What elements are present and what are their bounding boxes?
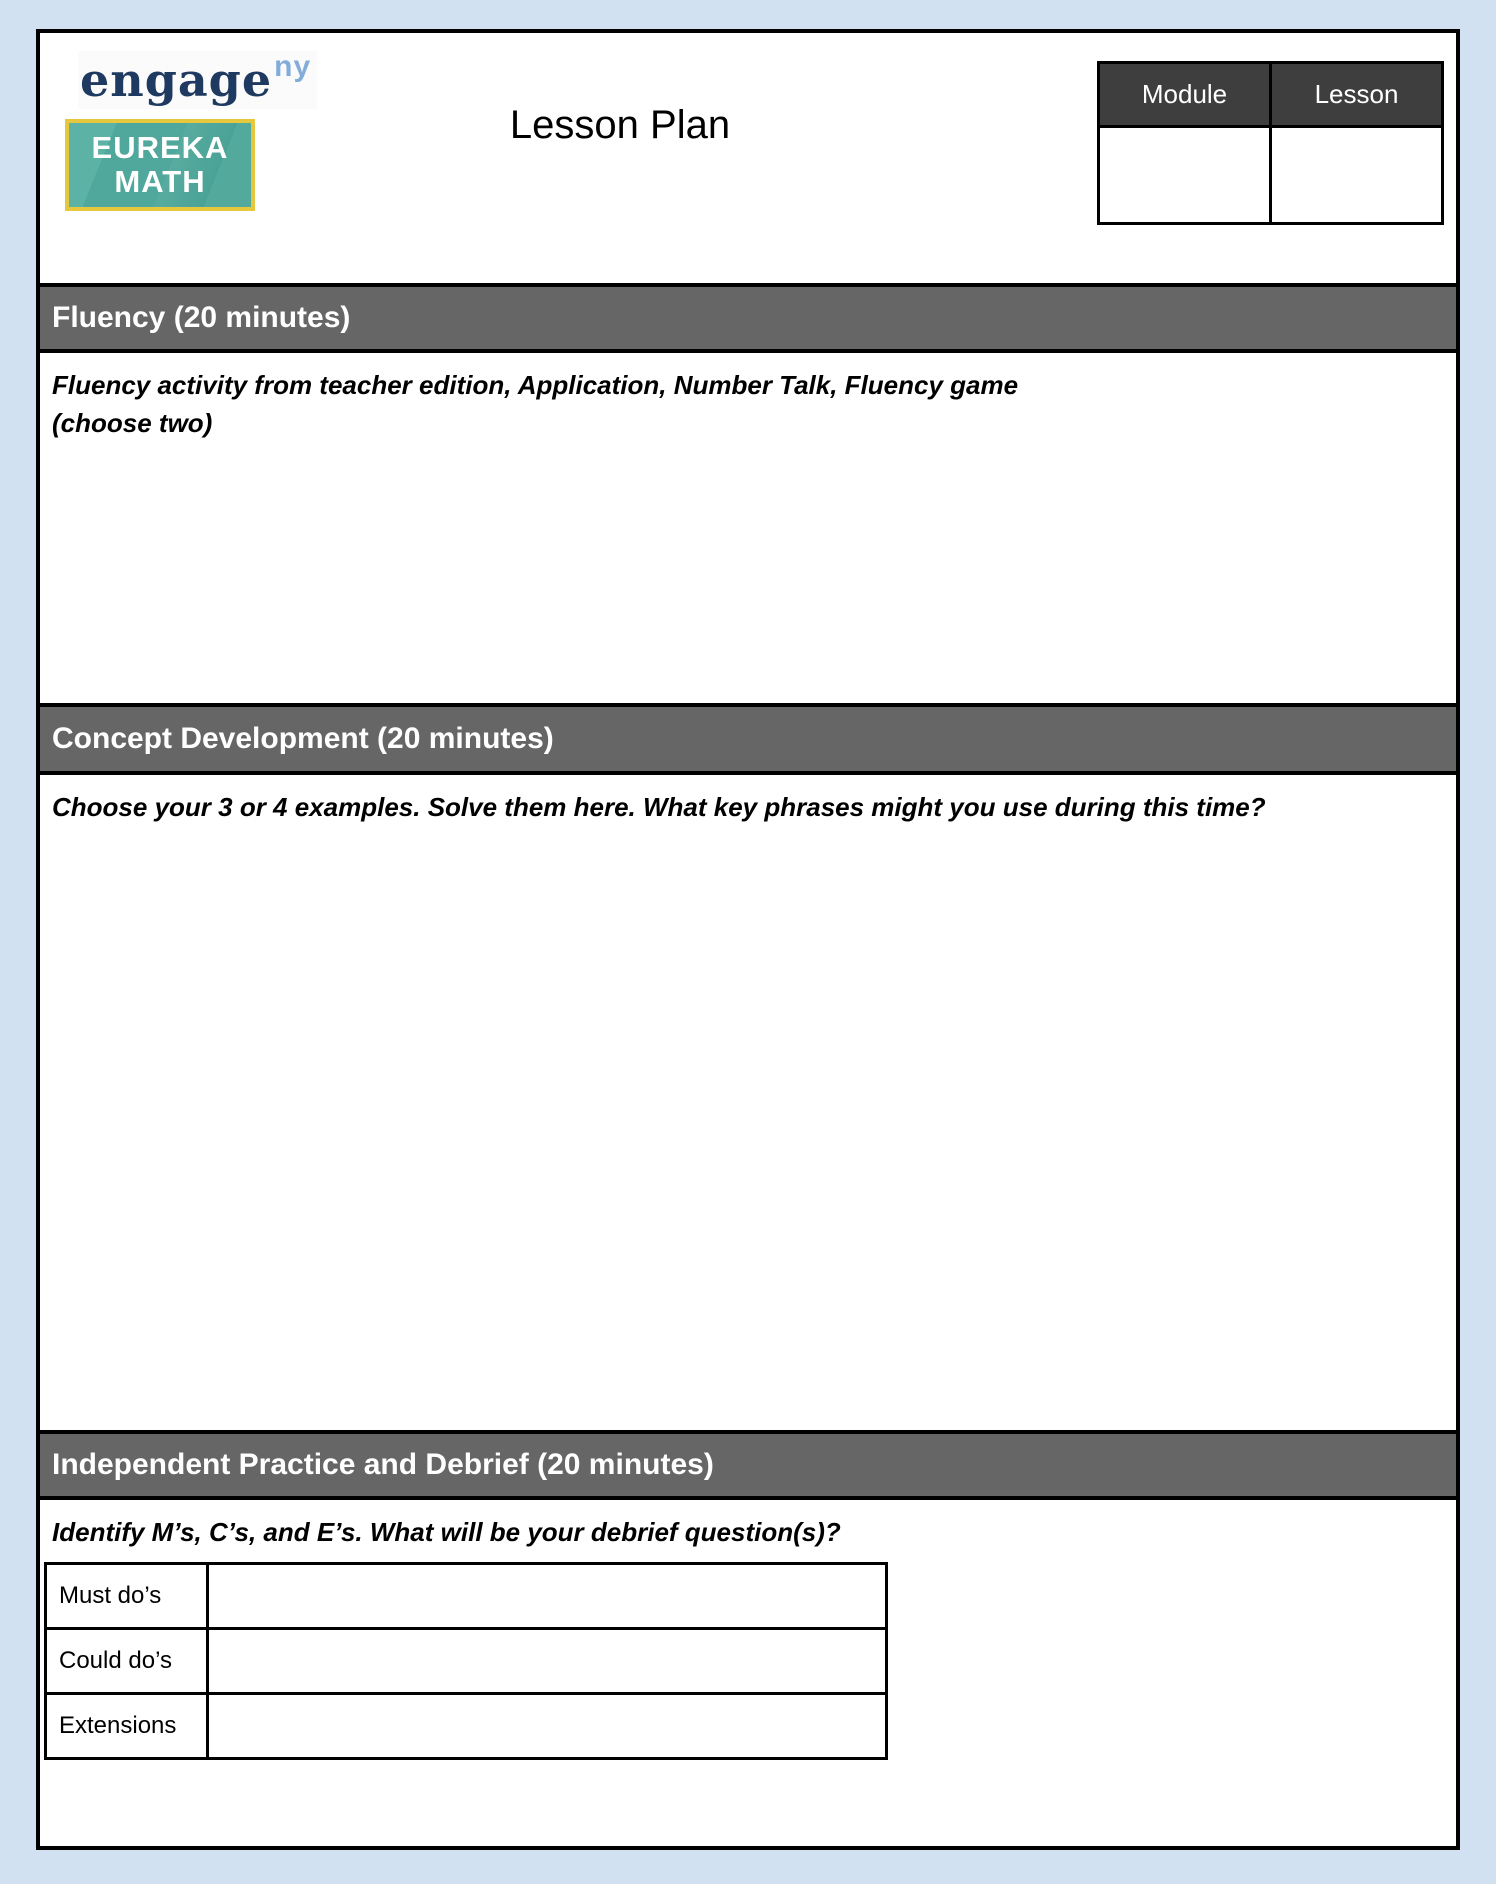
table-row [46,1693,887,1758]
table-row [46,1563,887,1628]
eureka-logo-line2: MATH [114,164,206,199]
table-row [46,1628,887,1693]
extensions-label-cell: Extensions [46,1693,208,1758]
independent-practice-section-header [40,1430,1456,1500]
concept-development-prompt: Choose your 3 or 4 examples. Solve them here. What key phrases might you use during this time? [52,792,1266,822]
concept-development-section-header [40,703,1456,775]
concept-development-section-content [40,775,1456,1430]
extensions-value-cell [208,1693,887,1758]
module-value-cell [1099,127,1271,224]
engage-ny-logo [78,51,317,109]
engage-logo-ny-superscript: ny [274,50,312,83]
fluency-section-content [40,353,1456,703]
could-dos-label-cell: Could do’s [46,1628,208,1693]
independent-practice-prompt: Identify M’s, C’s, and E’s. What will be your debrief question(s)? [52,1517,841,1547]
eureka-math-logo [65,119,255,211]
page-title: Lesson Plan [509,103,731,147]
engage-logo-text: engage [80,53,273,107]
lesson-plan-document [36,29,1460,1850]
lesson-value-cell [1271,127,1443,224]
fluency-section-header-label: Fluency (20 minutes) [52,301,351,334]
module-lesson-table [1097,61,1444,225]
fluency-prompt-line1: Fluency activity from teacher edition, Application, Number Talk, Fluency game [52,370,1019,400]
module-header-cell: Module [1099,63,1271,127]
independent-practice-section-header-label: Independent Practice and Debrief (20 minutes) [52,1448,714,1481]
fluency-section-header [40,283,1456,353]
must-dos-label-cell: Must do’s [46,1563,208,1628]
module-lesson-header-row [1099,63,1443,127]
could-dos-value-cell [208,1628,887,1693]
lesson-header-cell: Lesson [1271,63,1443,127]
concept-development-section-header-label: Concept Development (20 minutes) [52,722,554,755]
eureka-logo-line1: EUREKA [91,129,229,165]
practice-priorities-table [44,1562,888,1760]
independent-practice-section-content [40,1500,1456,1846]
module-lesson-value-row [1099,127,1443,224]
fluency-prompt-line2: (choose two) [52,407,213,438]
must-dos-value-cell [208,1563,887,1628]
fluency-prompt [40,353,1456,448]
